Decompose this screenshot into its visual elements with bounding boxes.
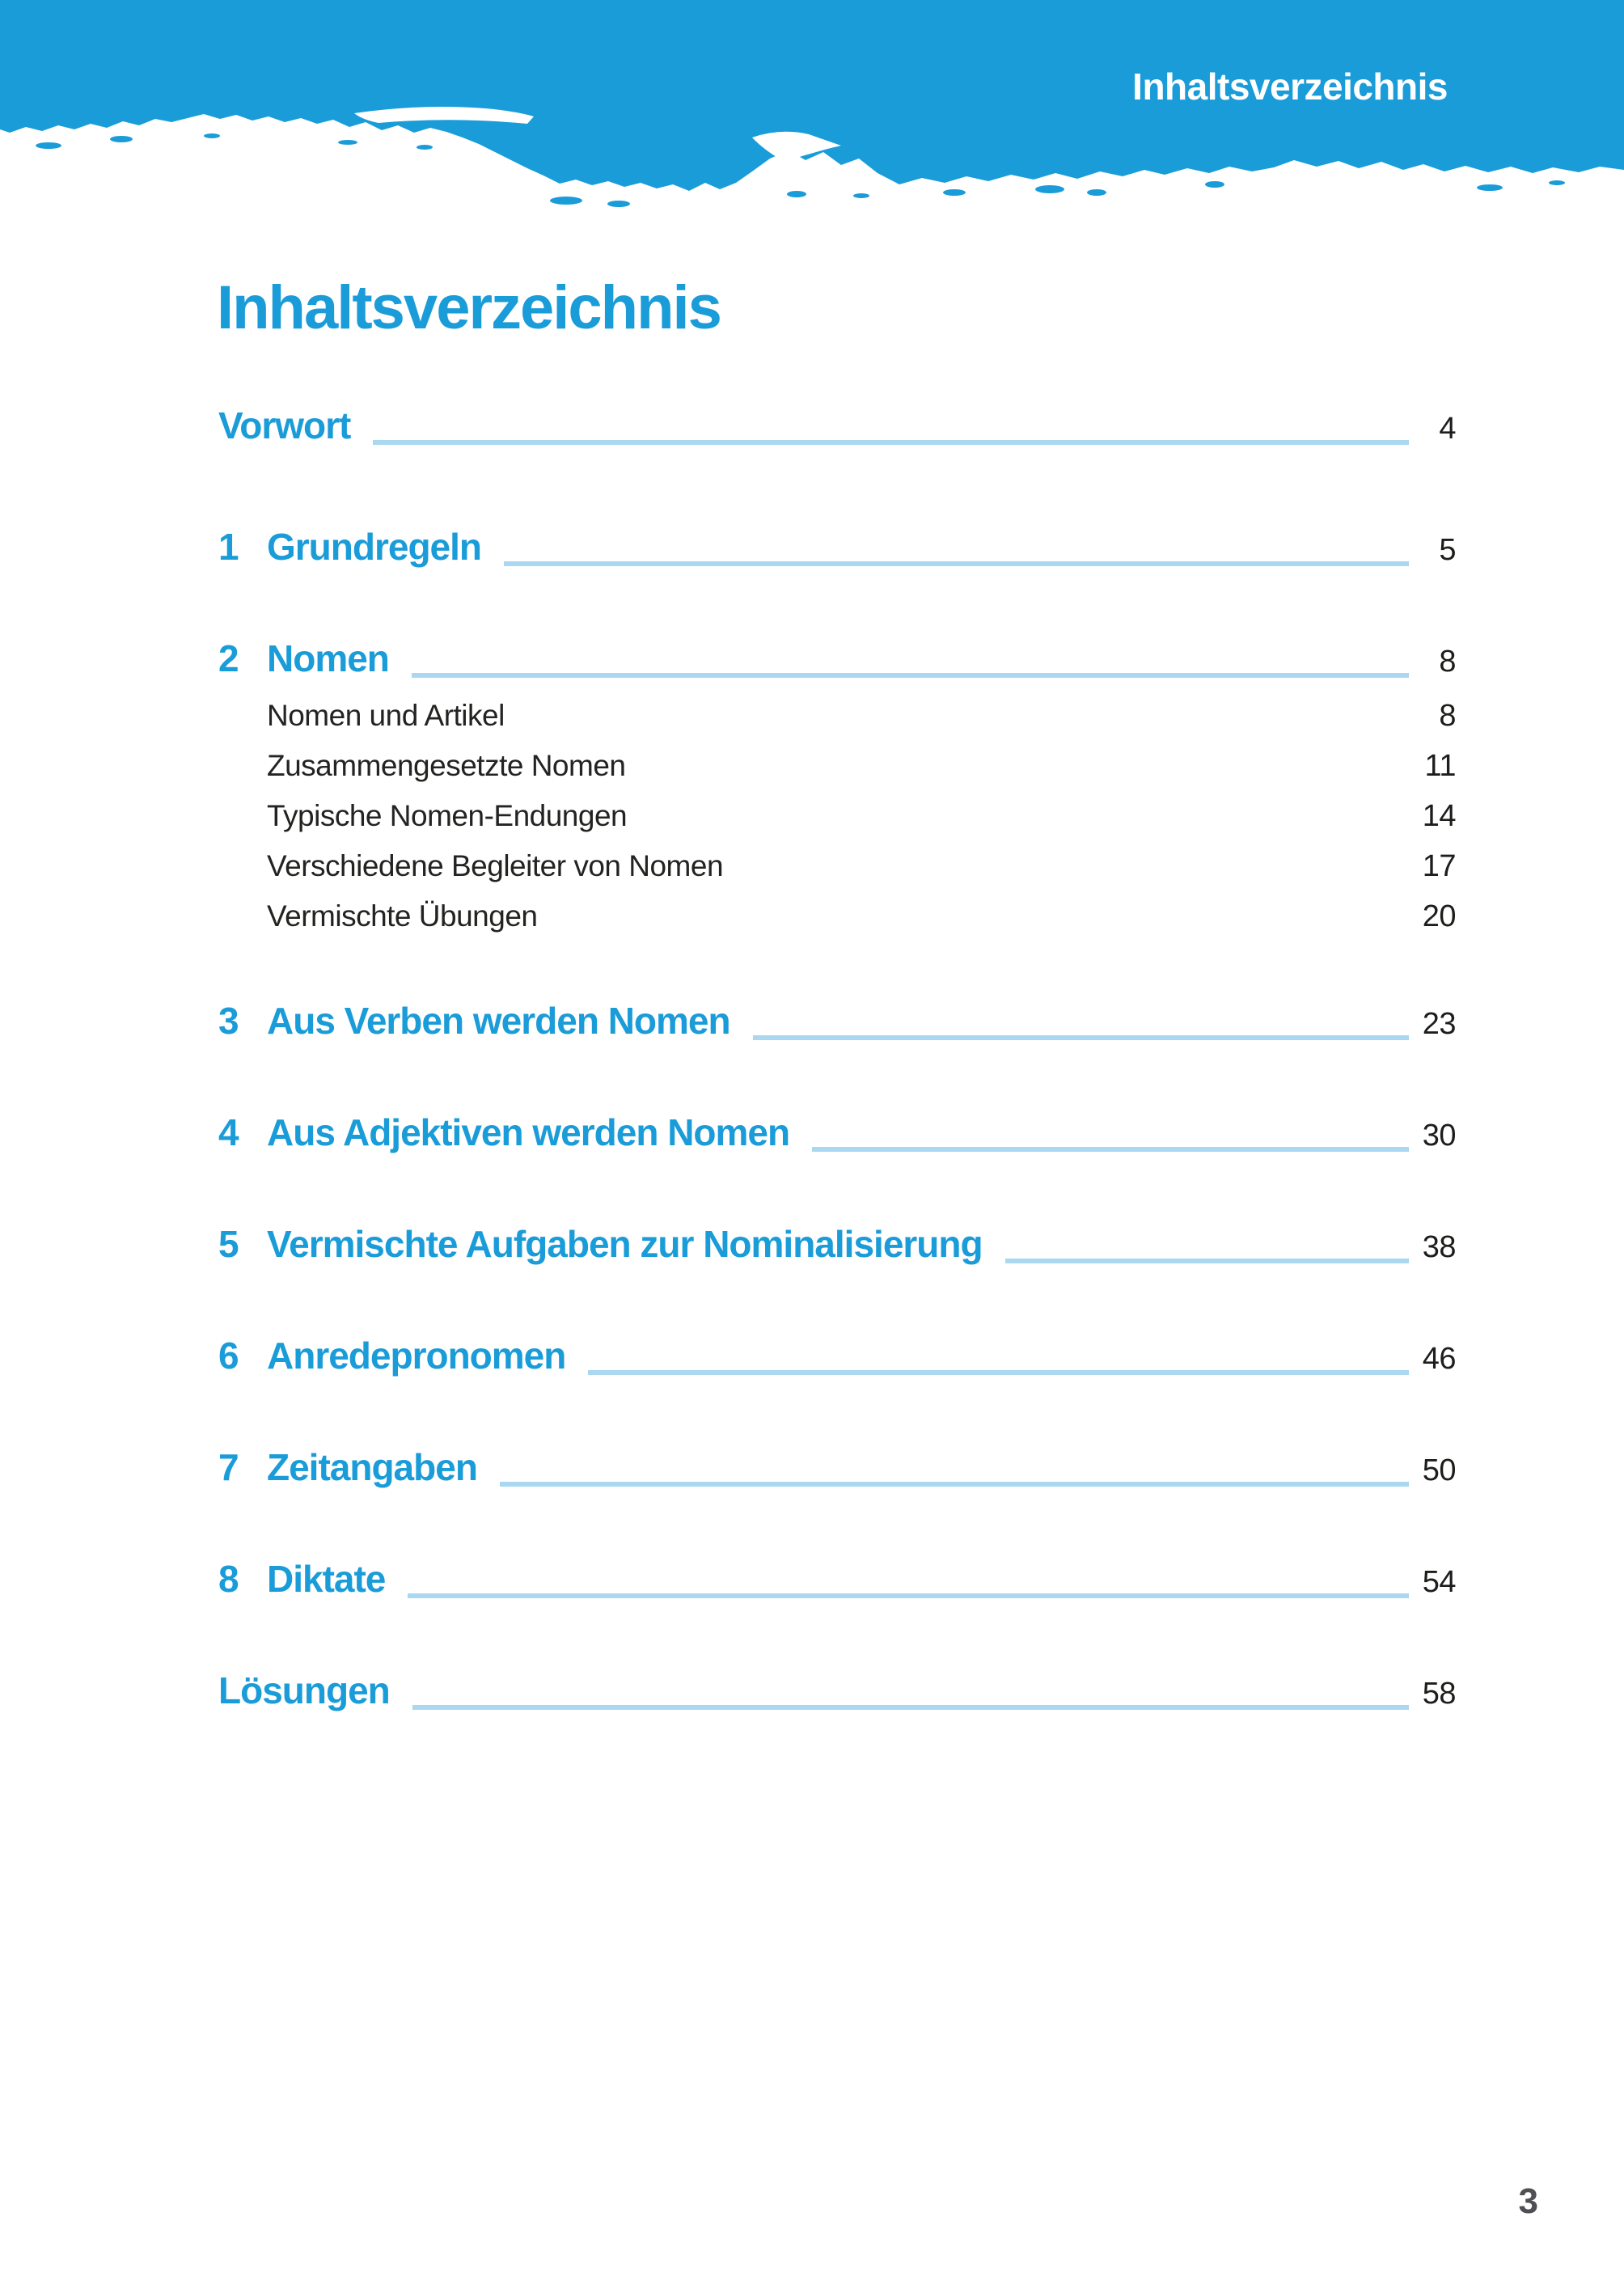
page-number: 50 [1422,1453,1456,1487]
header-brush-band [0,0,1624,212]
chapter-number: 3 [218,1000,239,1042]
chapter-number: 7 [218,1446,239,1488]
page-number: 46 [1422,1342,1456,1376]
leader-rule [1005,1259,1409,1263]
leader-rule [753,1035,1409,1040]
chapter-title: Zeitangaben [267,1446,477,1488]
page-number: 8 [1439,645,1456,679]
toc-entry [218,403,1456,451]
chapter-title: Aus Adjektiven werden Nomen [267,1111,790,1153]
toc-entry [218,1110,1456,1158]
chapter-number: 5 [218,1223,239,1265]
running-head: Inhaltsverzeichnis [1132,66,1448,108]
chapter-title: Vermischte Aufgaben zur Nominalisierung [267,1223,983,1265]
toc-list [218,380,1456,1716]
toc-subentry [218,891,1456,941]
subsection-title: Vermischte Übungen [267,899,538,933]
page-number: 58 [1422,1677,1456,1711]
chapter-number: 4 [218,1111,239,1153]
subsection-title: Nomen und Artikel [267,699,505,732]
toc-entry [218,636,1456,684]
toc-entry [218,524,1456,573]
page-number: 17 [1422,849,1456,883]
chapter-title: Nomen [267,637,389,679]
page-number: 54 [1422,1565,1456,1599]
leader-rule [504,561,1409,566]
toc-entry [218,1556,1456,1605]
page-number: 23 [1422,1007,1456,1041]
toc-subentry [218,691,1456,741]
chapter-title: Anredepronomen [267,1335,566,1377]
toc-subentry [218,841,1456,891]
subsection-title: Typische Nomen-Endungen [267,799,628,832]
toc-subentry [218,791,1456,841]
toc-entry [218,1445,1456,1493]
toc-entry [218,1333,1456,1381]
chapter-title: Vorwort [218,404,351,446]
toc-entry [218,1668,1456,1716]
footer-page-number: 3 [1518,2181,1538,2221]
chapter-number: 8 [218,1558,239,1600]
page-number: 20 [1422,899,1456,933]
leader-rule [588,1370,1409,1375]
toc-entry [218,998,1456,1047]
toc-entry [218,1221,1456,1270]
leader-rule [500,1482,1409,1487]
page-number: 14 [1422,799,1456,833]
toc-subentry [218,741,1456,791]
page-title: Inhaltsverzeichnis [217,273,721,342]
leader-rule [412,673,1409,678]
leader-rule [373,440,1409,445]
page-number: 8 [1439,699,1456,733]
chapter-number: 2 [218,637,239,679]
page-number: 38 [1422,1230,1456,1264]
chapter-number: 6 [218,1335,239,1377]
subsection-title: Zusammengesetzte Nomen [267,749,626,782]
chapter-number: 1 [218,526,239,568]
page-number: 11 [1424,749,1456,783]
page-number: 5 [1439,533,1456,567]
chapter-title: Aus Verben werden Nomen [267,1000,730,1042]
subsection-title: Verschiedene Begleiter von Nomen [267,849,724,882]
leader-rule [412,1705,1409,1710]
page-number: 30 [1422,1119,1456,1153]
chapter-title: Diktate [267,1558,386,1600]
chapter-title: Grundregeln [267,526,482,568]
chapter-title: Lösungen [218,1669,390,1711]
page-number: 4 [1439,412,1456,446]
leader-rule [812,1147,1409,1152]
leader-rule [408,1593,1409,1598]
